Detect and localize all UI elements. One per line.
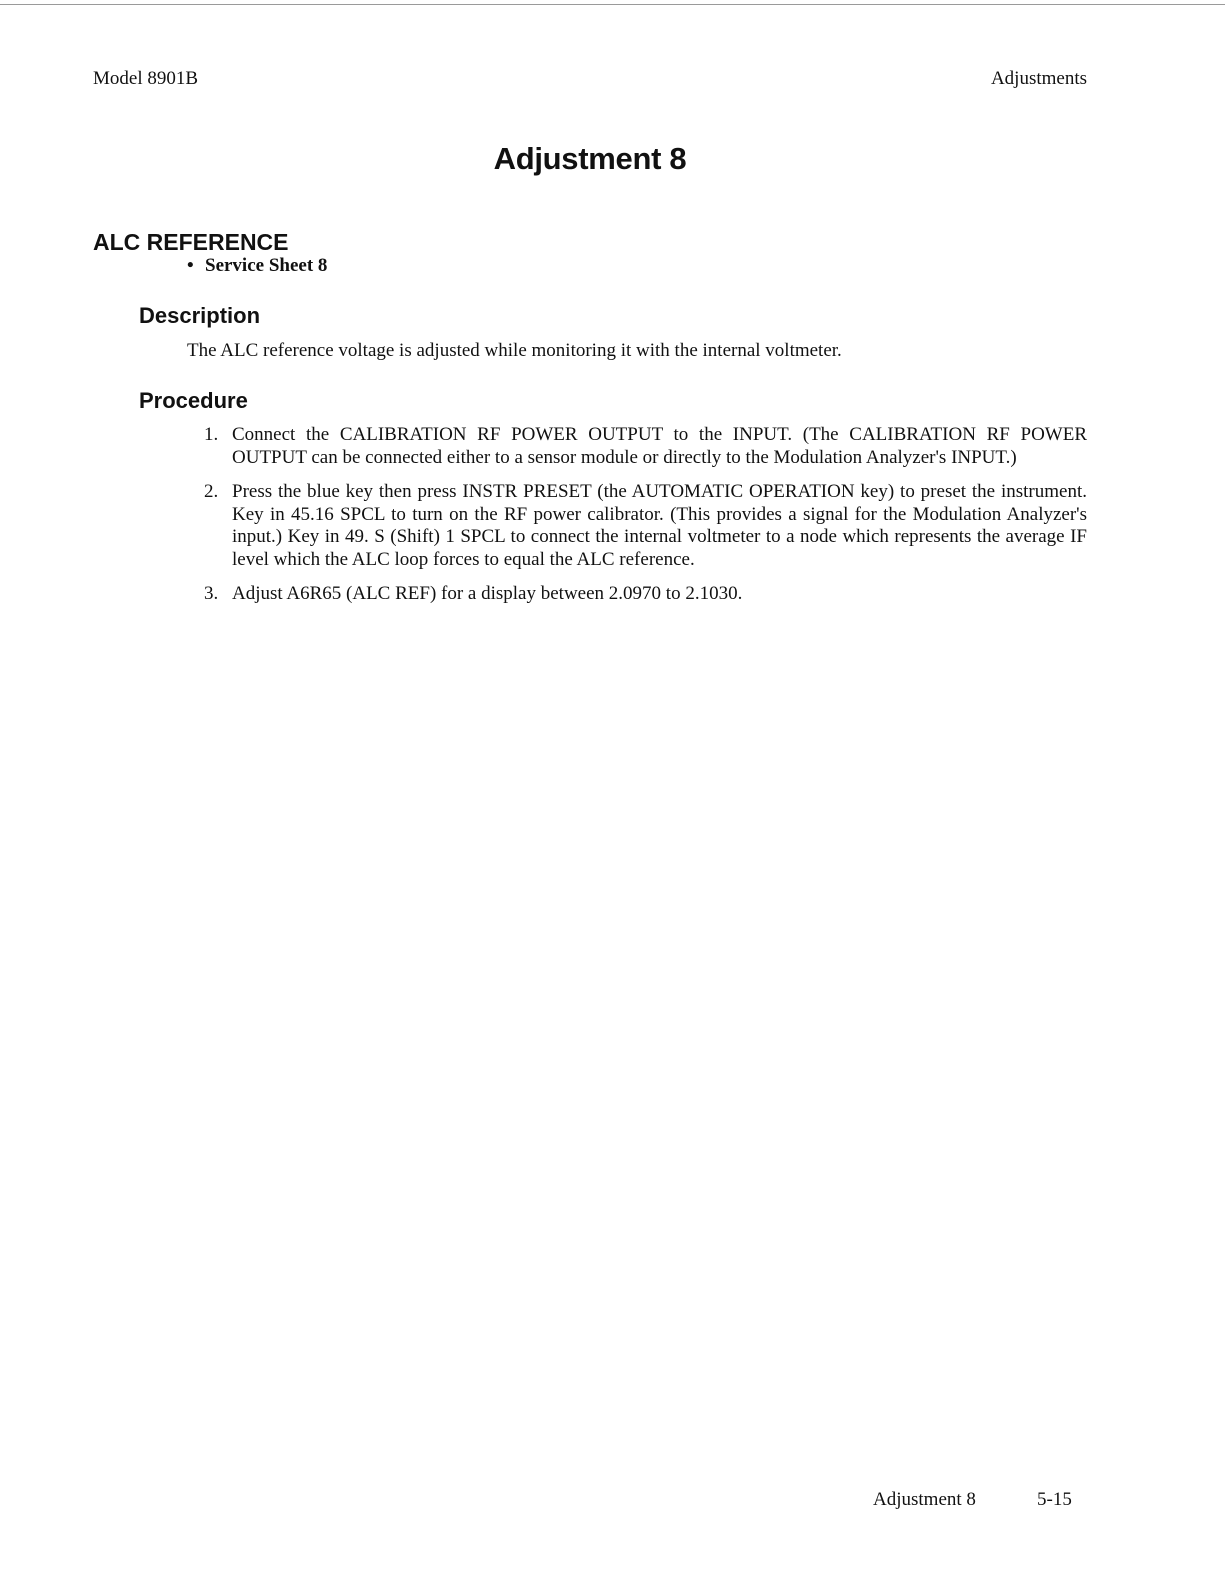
step-number: 3.: [204, 583, 219, 604]
procedure-step: [204, 583, 1087, 606]
section-title: ALC REFERENCE: [93, 229, 289, 255]
procedure-step: [204, 424, 1087, 469]
step-text: Press the blue key then press INSTR PRESET (the AUTOMATIC OPERATION key) to preset the instrument. Key in 45.16 SPCL to turn on the RF power calibrator. (This provides a signal for the Modulation Analyzer's input.) Key in 49. S (Shift) 1 SPCL to connect the internal voltmeter to a node which represents the average IF level which the ALC loop forces to equal the ALC reference.: [232, 481, 1087, 570]
footer-label: Adjustment 8: [873, 1489, 976, 1510]
header-section: Adjustments: [990, 68, 1087, 89]
step-number: 1.: [204, 424, 219, 445]
scan-edge-line: [0, 4, 1225, 5]
procedure-step: [204, 481, 1087, 571]
service-sheet-label: Service Sheet 8: [205, 255, 328, 276]
bullet-mark: •: [187, 255, 194, 276]
service-sheet-ref: [187, 255, 327, 277]
header-model: Model 8901B: [93, 68, 199, 89]
procedure-heading: Procedure: [139, 388, 248, 413]
step-text: Adjust A6R65 (ALC REF) for a display between 2.0970 to 2.1030.: [232, 583, 743, 604]
footer-page-number: 5-15: [1037, 1489, 1072, 1510]
description-text: The ALC reference voltage is adjusted while monitoring it with the internal voltmeter.: [187, 340, 842, 361]
page-title: Adjustment 8: [493, 140, 687, 176]
step-text: Connect the CALIBRATION RF POWER OUTPUT to the INPUT. (The CALIBRATION RF POWER OUTPUT can be connected either to a sensor module or directly to the Modulation Analyzer's INPUT.): [232, 424, 1087, 468]
procedure-steps: [204, 424, 1087, 618]
description-heading: Description: [139, 303, 261, 328]
step-number: 2.: [204, 481, 219, 502]
